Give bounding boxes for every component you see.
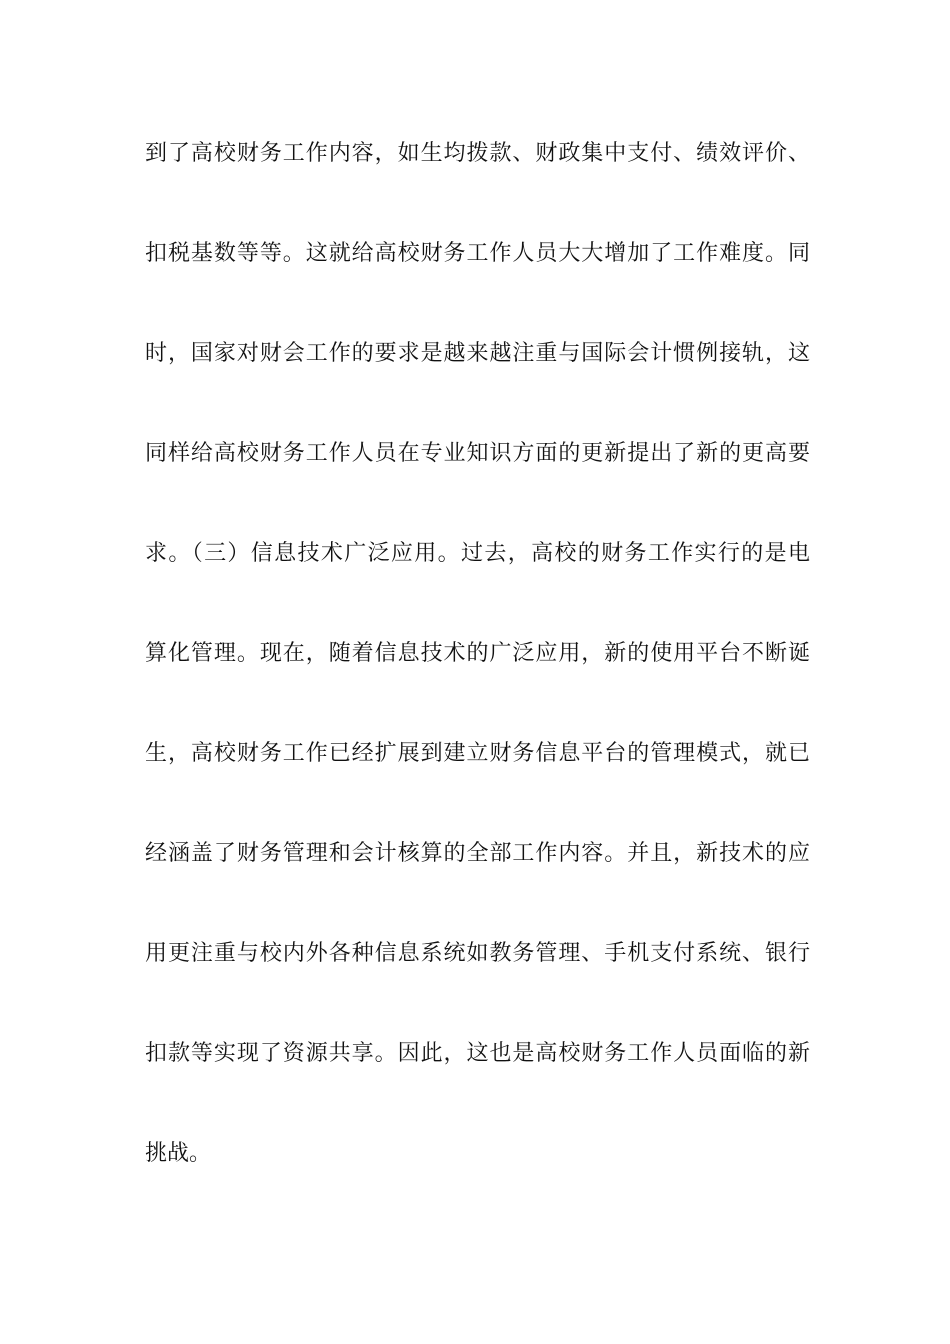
text-line: 求。（三）信息技术广泛应用。过去，高校的财务工作实行的是电 (145, 541, 810, 566)
text-line: 生，高校财务工作已经扩展到建立财务信息平台的管理模式，就已 (145, 741, 810, 766)
text-line: 算化管理。现在，随着信息技术的广泛应用，新的使用平台不断诞 (145, 641, 810, 666)
text-line-last: 挑战。 (145, 1141, 212, 1166)
text-line: 扣税基数等等。这就给高校财务工作人员大大增加了工作难度。同 (145, 241, 810, 266)
text-line: 经涵盖了财务管理和会计核算的全部工作内容。并且，新技术的应 (145, 841, 810, 866)
text-line: 同样给高校财务工作人员在专业知识方面的更新提出了新的更高要 (145, 441, 810, 466)
text-line: 用更注重与校内外各种信息系统如教务管理、手机支付系统、银行 (145, 941, 810, 966)
text-line: 时，国家对财会工作的要求是越来越注重与国际会计惯例接轨，这 (145, 341, 810, 366)
text-line: 扣款等实现了资源共享。因此，这也是高校财务工作人员面临的新 (145, 1041, 810, 1066)
body-paragraph (145, 125, 810, 1225)
text-line: 到了高校财务工作内容，如生均拨款、财政集中支付、绩效评价、 (145, 141, 810, 166)
